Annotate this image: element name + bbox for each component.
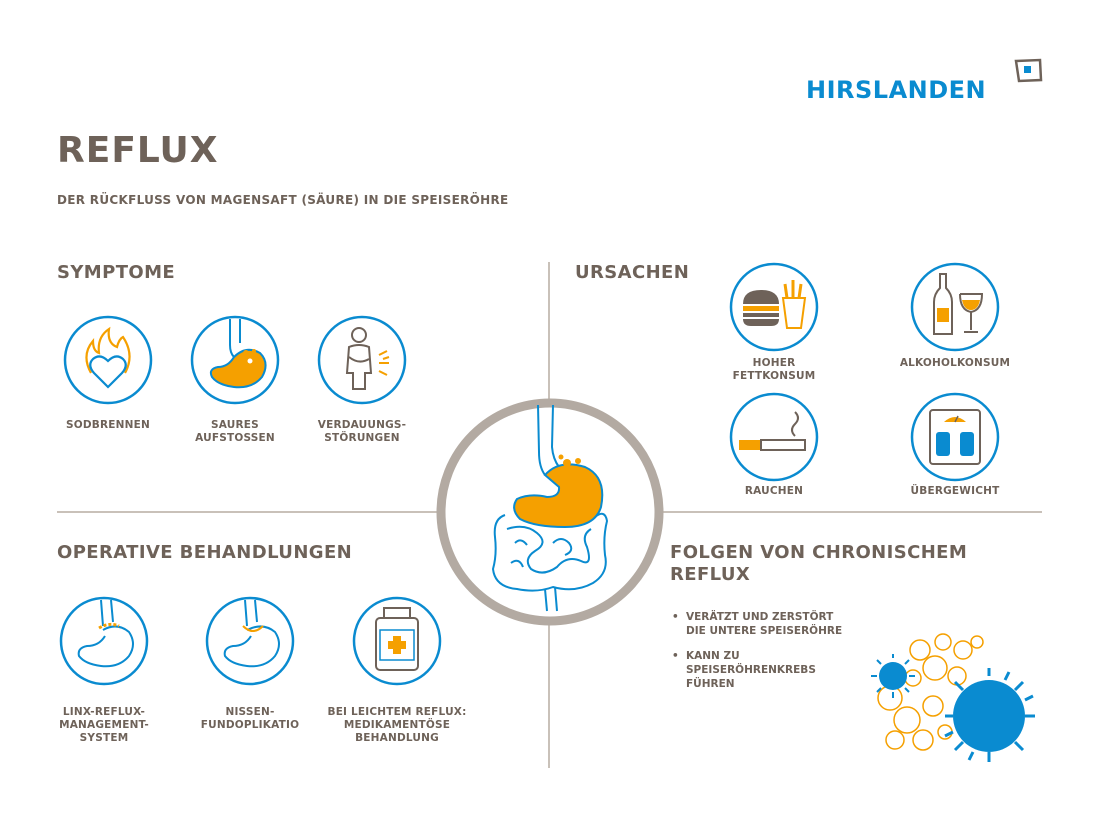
scale-icon bbox=[910, 392, 1000, 482]
section-heading-behandlungen: OPERATIVE BEHANDLUNGEN bbox=[57, 542, 353, 563]
treatment-label-medikamentoes: BEI LEICHTEM REFLUX: MEDIKAMENTÖSE BEHANDLUNG bbox=[327, 706, 467, 744]
divider-horizontal-right bbox=[662, 511, 1042, 513]
treatment-label-nissen: NISSEN- FUNDOPLIKATIO bbox=[200, 706, 300, 731]
section-heading-folgen: FOLGEN VON CHRONISCHEM REFLUX bbox=[670, 542, 968, 585]
digestive-system-illustration bbox=[435, 397, 665, 627]
symptom-label-verdauungsstoerungen: VERDAUUNGS- STÖRUNGEN bbox=[317, 419, 407, 444]
section-heading-symptome: SYMPTOME bbox=[57, 262, 176, 283]
logo-mark-icon bbox=[1014, 58, 1044, 84]
nissen-stomach-icon bbox=[205, 596, 295, 686]
linx-stomach-icon bbox=[59, 596, 149, 686]
logo-text: HIRSLANDEN bbox=[806, 76, 987, 104]
cause-label-alkoholkonsum: ALKOHOLKONSUM bbox=[899, 357, 1011, 369]
consequences-list bbox=[670, 610, 870, 702]
stomach-acid-icon bbox=[190, 315, 280, 405]
divider-vertical-bottom bbox=[548, 622, 550, 768]
symptom-label-saures-aufstossen: SAURES AUFSTOSSEN bbox=[195, 419, 275, 444]
bottle-glass-icon bbox=[910, 262, 1000, 352]
cause-label-uebergewicht: ÜBERGEWICHT bbox=[910, 485, 1000, 497]
page-subtitle: DER RÜCKFLUSS VON MAGENSAFT (SÄURE) IN DIE SPEISERÖHRE bbox=[57, 193, 509, 207]
cigarette-icon bbox=[729, 392, 819, 482]
treatment-label-linx: LINX-REFLUX- MANAGEMENT- SYSTEM bbox=[59, 706, 149, 744]
heart-flame-icon bbox=[63, 315, 153, 405]
symptom-label-sodbrennen: SODBRENNEN bbox=[65, 419, 150, 431]
divider-vertical-top bbox=[548, 262, 550, 402]
cause-label-rauchen: RAUCHEN bbox=[744, 485, 804, 497]
cancer-cells-illustration bbox=[865, 628, 1045, 768]
brand-logo bbox=[806, 72, 1046, 112]
page-title: REFLUX bbox=[57, 130, 219, 171]
medicine-jar-icon bbox=[352, 596, 442, 686]
section-heading-ursachen: URSACHEN bbox=[575, 262, 690, 283]
cause-label-fettkonsum: HOHER FETTKONSUM bbox=[732, 357, 816, 382]
burger-fries-icon bbox=[729, 262, 819, 352]
list-item: • KANN ZU SPEISERÖHRENKREBS FÜHREN bbox=[670, 649, 870, 691]
divider-horizontal-left bbox=[57, 511, 437, 513]
list-item: • VERÄTZT UND ZERSTÖRT DIE UNTERE SPEISERÖHRE bbox=[670, 610, 870, 638]
person-pain-icon bbox=[317, 315, 407, 405]
